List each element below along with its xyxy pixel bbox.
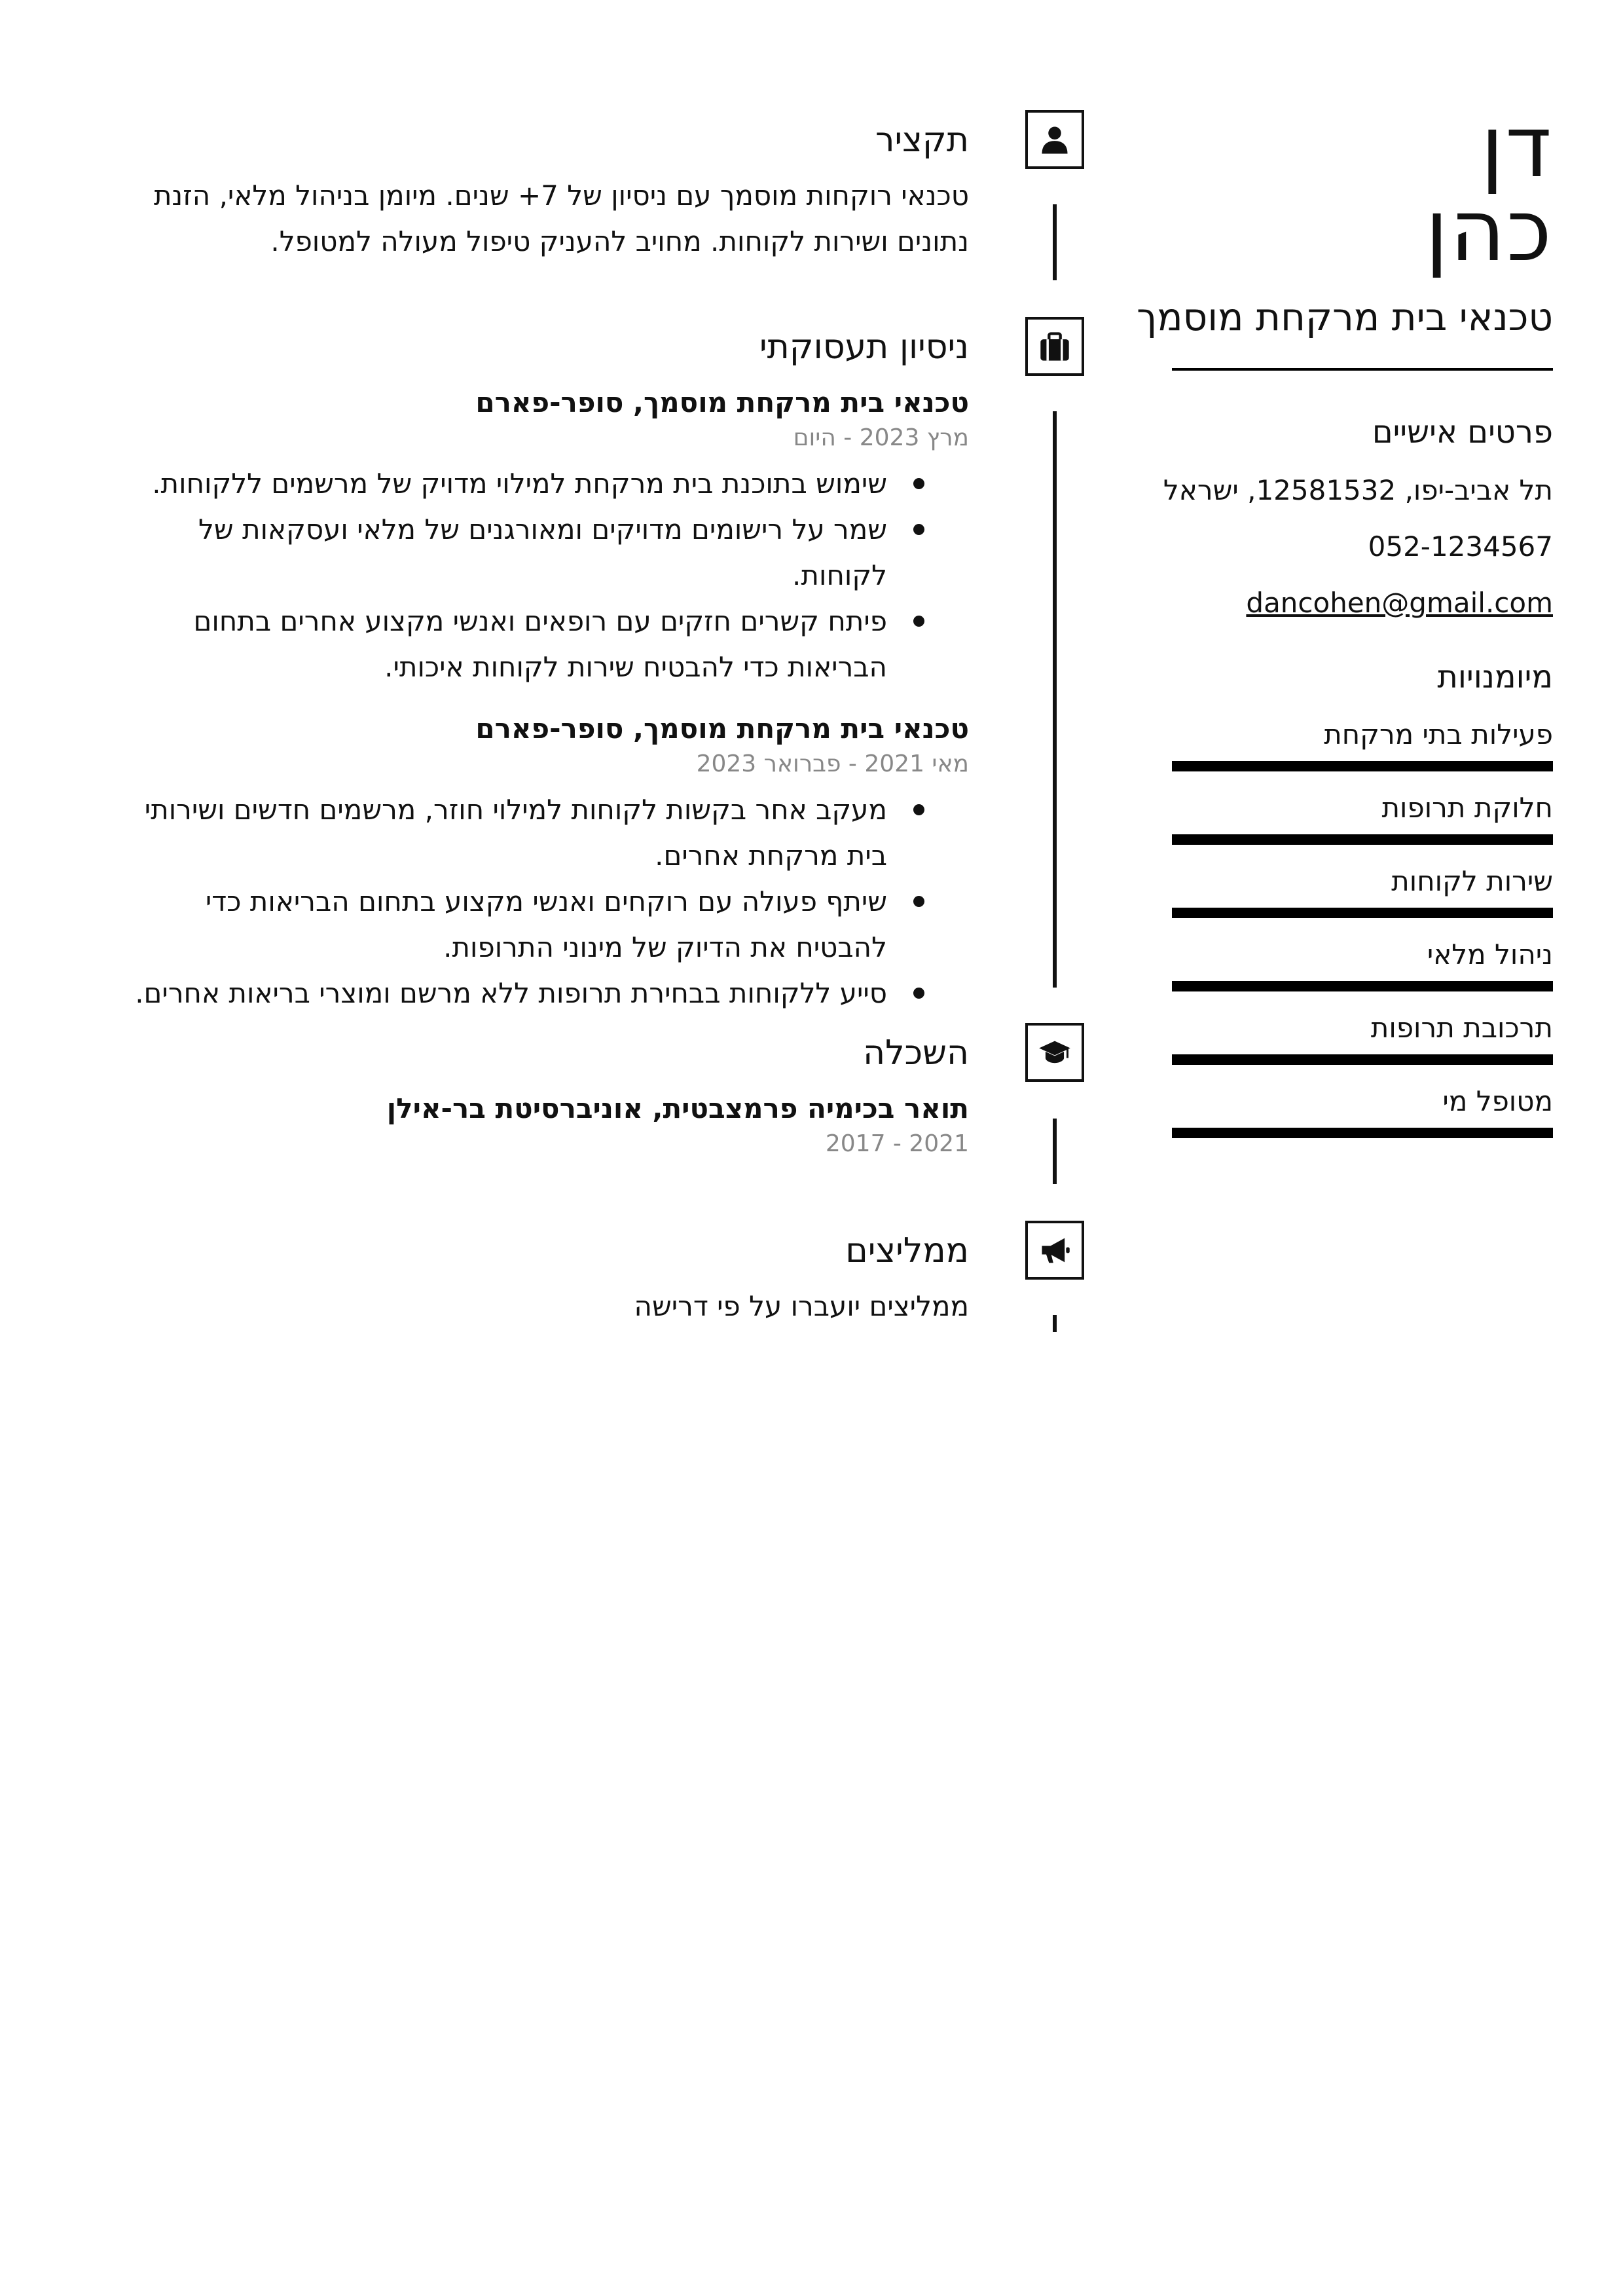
job-bullets	[111, 461, 969, 690]
education-icon-box	[1025, 1023, 1084, 1082]
skill-level-bar	[1172, 981, 1553, 991]
references-heading: ממליצים	[845, 1231, 969, 1270]
sidebar	[1137, 97, 1553, 1138]
timeline-line	[1053, 1119, 1057, 1184]
skill-level-bar	[1172, 834, 1553, 845]
summary-icon-box	[1025, 110, 1084, 169]
experience-icon-box	[1025, 317, 1084, 376]
list-item: מעקב אחר בקשות לקוחות למילוי חוזר, מרשמים חדשים ושירותי בית מרקחת אחרים.	[111, 787, 969, 879]
summary-heading: תקציר	[875, 120, 969, 160]
education-dates: 2021 - 2017	[825, 1130, 969, 1157]
skill-item	[1172, 863, 1553, 918]
job-title: טכנאי בית מרקחת מוסמך, סופר-פארם	[475, 713, 969, 745]
list-item: פיתח קשרים חזקים עם רופאים ואנשי מקצוע אחרים בתחום הבריאות כדי להבטיח שירות לקוחות איכותי.	[111, 599, 969, 690]
education-section	[111, 1090, 969, 1160]
skills-section	[1172, 656, 1553, 1138]
last-name: כהן	[1425, 181, 1553, 280]
skill-level-bar	[1172, 1054, 1553, 1065]
skill-item	[1172, 716, 1553, 771]
personal-details-heading: פרטים אישיים	[1372, 414, 1553, 451]
megaphone-icon	[1038, 1233, 1072, 1267]
list-item: שימוש בתוכנת בית מרקחת למילוי מדויק של מרשמים ללקוחות.	[111, 461, 969, 507]
degree: תואר בכימיה פרמצבטית, אוניברסיטת בר-אילן	[386, 1092, 969, 1124]
phone: 052-1234567	[1368, 530, 1553, 563]
timeline-line	[1053, 1315, 1057, 1332]
address: תל אביב-יפו, 12581532, ישראל	[1163, 474, 1553, 506]
summary-section	[111, 173, 969, 265]
skill-item	[1172, 1083, 1553, 1138]
list-item: שיתף פעולה עם רוקחים ואנשי מקצוע בתחום הבריאות כדי להבטיח את הדיוק של מינוני התרופות.	[111, 879, 969, 971]
job-entry	[111, 384, 969, 690]
first-name: דן	[1480, 97, 1553, 196]
references-section	[111, 1284, 969, 1329]
skill-name: ניהול מלאי	[1427, 938, 1553, 971]
list-item: שמר על רישומים מדויקים ומאורגנים של מלאי ועסקאות של לקוחות.	[111, 507, 969, 599]
skill-name: פעילות בתי מרקחת	[1324, 718, 1553, 750]
skill-name: שירות לקוחות	[1391, 865, 1553, 897]
person-icon	[1038, 122, 1072, 157]
timeline-line	[1053, 204, 1057, 280]
skill-item	[1172, 790, 1553, 845]
skill-item	[1172, 936, 1553, 991]
skill-item	[1172, 1010, 1553, 1065]
skill-level-bar	[1172, 908, 1553, 918]
skill-name: חלוקת תרופות	[1381, 792, 1553, 824]
skills-heading: מיומנויות	[1437, 659, 1553, 695]
job-bullets	[111, 787, 969, 1016]
references-text: ממליצים יועברו על פי דרישה	[634, 1290, 969, 1322]
full-name	[1172, 97, 1553, 280]
timeline-line	[1053, 411, 1057, 988]
skill-level-bar	[1172, 1128, 1553, 1138]
briefcase-icon	[1038, 329, 1072, 363]
skill-name: תרכובת תרופות	[1370, 1012, 1553, 1044]
graduation-cap-icon	[1038, 1035, 1072, 1069]
experience-section	[111, 384, 969, 1016]
references-icon-box	[1025, 1221, 1084, 1280]
skill-level-bar	[1172, 761, 1553, 771]
list-item: סייע ללקוחות בבחירת תרופות ללא מרשם ומוצרי בריאות אחרים.	[111, 971, 969, 1016]
job-title: טכנאי בית מרקחת מוסמך	[1137, 295, 1553, 339]
job-title: טכנאי בית מרקחת מוסמך, סופר-פארם	[475, 386, 969, 418]
job-dates: מאי 2021 - פברואר 2023	[696, 750, 969, 777]
skill-name: מטופל מי	[1442, 1085, 1553, 1117]
education-heading: השכלה	[863, 1033, 969, 1073]
title-divider	[1172, 368, 1553, 371]
personal-details	[1163, 411, 1553, 622]
summary-text: טכנאי רוקחות מוסמך עם ניסיון של 7+ שנים. מיומן בניהול מלאי, הזנת נתונים ושירות לקוחות. מחויב להעניק טיפול מעולה למטופל.	[153, 179, 969, 257]
job-entry	[111, 710, 969, 1016]
experience-heading: ניסיון תעסוקתי	[759, 327, 969, 367]
job-dates: מרץ 2023 - היום	[793, 424, 969, 451]
email-link[interactable]: dancohen@gmail.com	[1246, 587, 1553, 619]
